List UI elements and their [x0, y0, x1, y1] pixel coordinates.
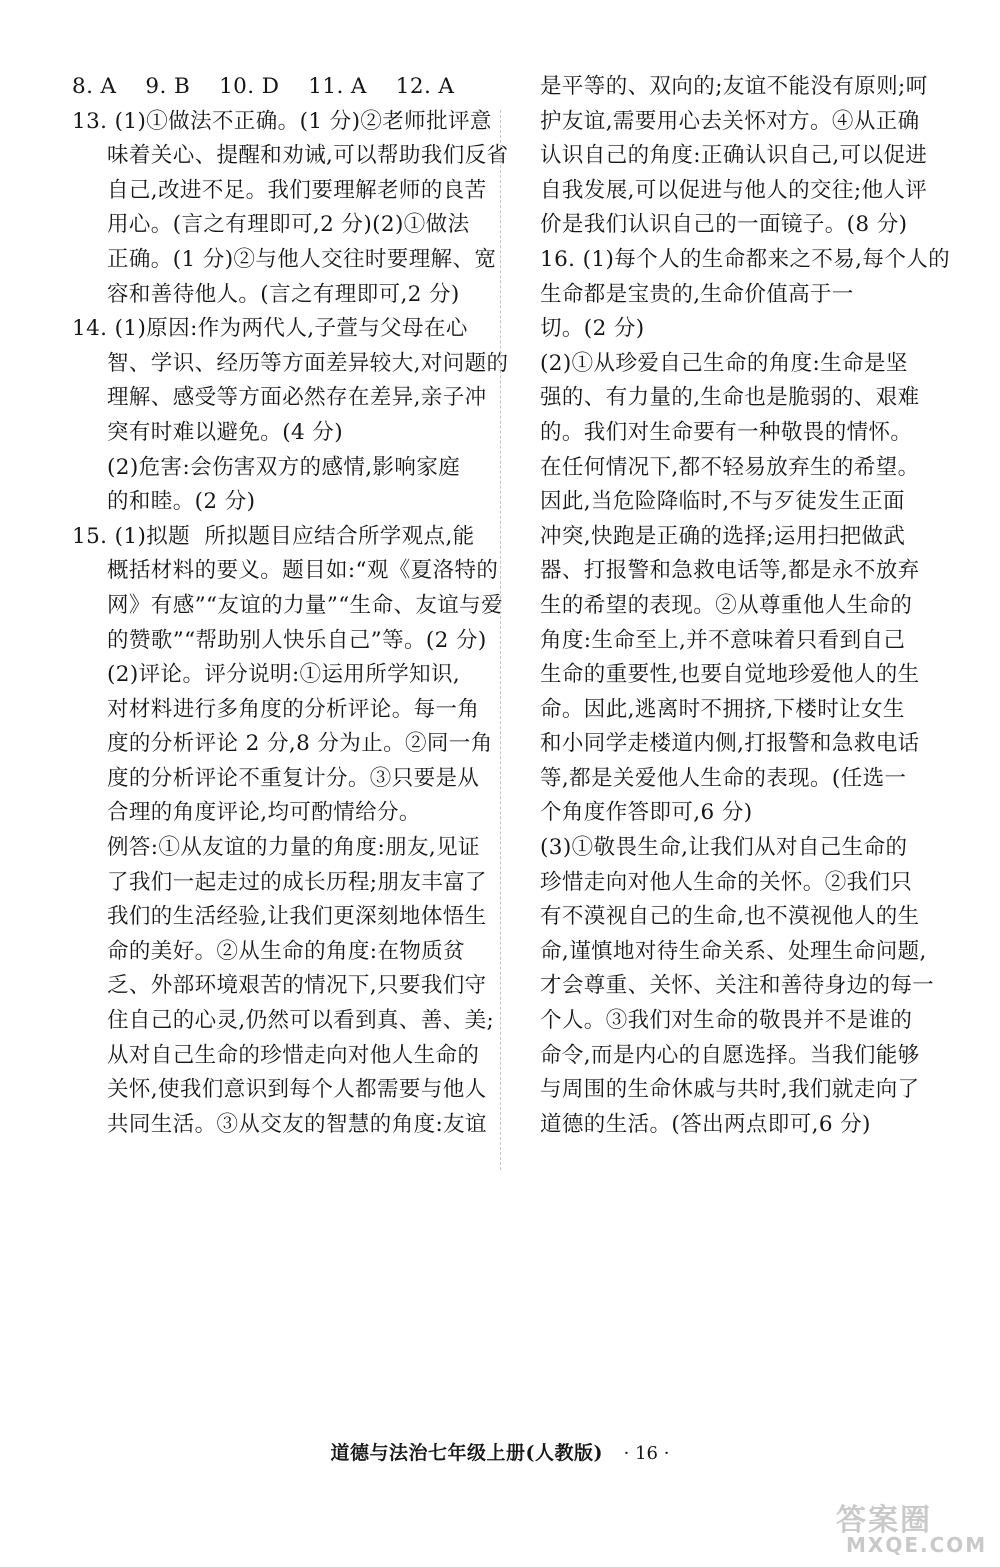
answer-line: 13. (1)①做法不正确。(1 分)②老师批评意	[72, 108, 492, 134]
watermark-text: 答案圈	[836, 1503, 932, 1538]
answer-line: 个角度作答即可,6 分)	[540, 800, 753, 826]
answer-line: 智、学识、经历等方面差异较大,对问题的	[107, 350, 509, 376]
answer-line: 有不漠视自己的生命,也不漠视他人的生	[540, 904, 920, 930]
answer-line: 与周围的生命休戚与共时,我们就走向了	[540, 1077, 920, 1103]
answer-line: 的。我们对生命要有一种敬畏的情怀。	[540, 419, 913, 445]
answer-line: 用心。(言之有理即可,2 分)(2)①做法	[107, 212, 470, 238]
answer-line: 乏、外部环境艰苦的情况下,只要我们守	[107, 973, 487, 999]
answer-line: 例答:①从友谊的力量的角度:朋友,见证	[107, 835, 480, 861]
answer-line: 正确。(1 分)②与他人交往时要理解、宽	[107, 246, 497, 272]
book-title: 道德与法治七年级上册(人教版)	[330, 1442, 604, 1464]
answer-line: 生的希望的表现。②从尊重他人生命的	[540, 592, 913, 618]
answer-line: 合理的角度评论,均可酌情给分。	[107, 800, 421, 826]
answer-line: 认识自己的角度:正确认识自己,可以促进	[540, 143, 928, 169]
answer-line: 个人。③我们对生命的敬畏并不是谁的	[540, 1008, 913, 1034]
answer-line: 住自己的心灵,仍然可以看到真、善、美;	[107, 1008, 495, 1034]
answer-line: 生命的重要性,也要自觉地珍爱他人的生	[540, 662, 920, 688]
answer-line: 命的美好。②从生命的角度:在物质贫	[107, 938, 466, 964]
answer-line: 16. (1)每个人的生命都来之不易,每个人的	[540, 246, 951, 272]
answer-line: (2)①从珍爱自己生命的角度:生命是坚	[540, 350, 908, 376]
answer-line: 共同生活。③从交友的智慧的角度:友谊	[107, 1111, 487, 1137]
answer-line: 我们的生活经验,让我们更深刻地体悟生	[107, 904, 487, 930]
answer-line: (2)危害:会伤害双方的感情,影响家庭	[107, 454, 461, 480]
answer-line: 和小同学走楼道内侧,打报警和急救电话	[540, 731, 920, 757]
answer-line: 价是我们认识自己的一面镜子。(8 分)	[540, 212, 908, 238]
left-column	[72, 70, 509, 1142]
page-number: · 16 ·	[623, 1443, 670, 1464]
answer-line: 概括材料的要义。题目如:“观《夏洛特的	[107, 558, 499, 584]
answer-line: 才会尊重、关怀、关注和善待身边的每一	[540, 973, 935, 999]
answer-line: 生命都是宝贵的,生命价值高于一	[540, 281, 854, 307]
answer-line: 8. A 9. B 10. D 11. A 12. A	[72, 74, 455, 99]
answer-line: 珍惜走向对他人生命的关怀。②我们只	[540, 869, 913, 895]
answer-line: 命。因此,逃离时不拥挤,下楼时让女生	[540, 696, 905, 722]
answer-line: 命令,而是内心的自愿选择。当我们能够	[540, 1042, 920, 1068]
answer-line: 在任何情况下,都不轻易放弃生的希望。	[540, 454, 920, 480]
watermark-url: MXQE.COM	[846, 1533, 988, 1557]
answer-line: 是平等的、双向的;友谊不能没有原则;呵	[540, 74, 928, 99]
answer-line: 角度:生命至上,并不意味着只看到自己	[540, 627, 906, 653]
answer-line: 味着关心、提醒和劝诫,可以帮助我们反省	[107, 143, 509, 169]
right-column	[540, 70, 951, 1142]
answer-line: 道德的生活。(答出两点即可,6 分)	[540, 1111, 871, 1137]
watermark-logo	[820, 1495, 990, 1560]
answer-line: 对材料进行多角度的分析评论。每一角	[107, 696, 480, 722]
answer-line: 自我发展,可以促进与他人的交往;他人评	[540, 177, 928, 203]
answer-line: 网》有感”“友谊的力量”“生命、友谊与爱	[107, 592, 503, 618]
answer-line: 突有时难以避免。(4 分)	[107, 419, 343, 445]
page-footer	[0, 1438, 1000, 1465]
answer-line: 等,都是关爱他人生命的表现。(任选一	[540, 765, 907, 791]
answer-line: 理解、感受等方面必然存在差异,亲子冲	[107, 385, 487, 411]
answer-line: 命,谨慎地对待生命关系、处理生命问题,	[540, 938, 927, 964]
answer-line: 切。(2 分)	[540, 316, 645, 342]
answer-line: 冲突,快跑是正确的选择;运用扫把做武	[540, 523, 906, 549]
answer-line: 了我们一起走过的成长历程;朋友丰富了	[107, 869, 487, 895]
answer-line: (2)评论。评分说明:①运用所学知识,	[107, 662, 461, 688]
answer-line: (3)①敬畏生命,让我们从对自己生命的	[540, 835, 908, 861]
answer-line: 14. (1)原因:作为两代人,子萱与父母在心	[72, 316, 468, 342]
answer-line: 器、打报警和急救电话等,都是永不放弃	[540, 558, 920, 584]
answer-line: 15. (1)拟题 所拟题目应结合所学观点,能	[72, 523, 475, 549]
answer-line: 护友谊,需要用心去关怀对方。④从正确	[540, 108, 920, 134]
answer-line: 的和睦。(2 分)	[107, 489, 256, 515]
answer-line: 度的分析评论 2 分,8 分为止。②同一角	[107, 731, 493, 757]
answer-line: 的赞歌”“帮助别人快乐自己”等。(2 分)	[107, 627, 487, 653]
answer-line: 关怀,使我们意识到每个人都需要与他人	[107, 1077, 487, 1103]
answer-line: 容和善待他人。(言之有理即可,2 分)	[107, 281, 460, 307]
answer-line: 强的、有力量的,生命也是脆弱的、艰难	[540, 385, 920, 411]
column-divider	[500, 110, 501, 1170]
answer-line: 因此,当危险降临时,不与歹徒发生正面	[540, 489, 905, 515]
answer-line: 自己,改进不足。我们要理解老师的良苦	[107, 177, 487, 203]
answer-line: 度的分析评论不重复计分。③只要是从	[107, 765, 480, 791]
answer-line: 从对自己生命的珍惜走向对他人生命的	[107, 1042, 480, 1068]
